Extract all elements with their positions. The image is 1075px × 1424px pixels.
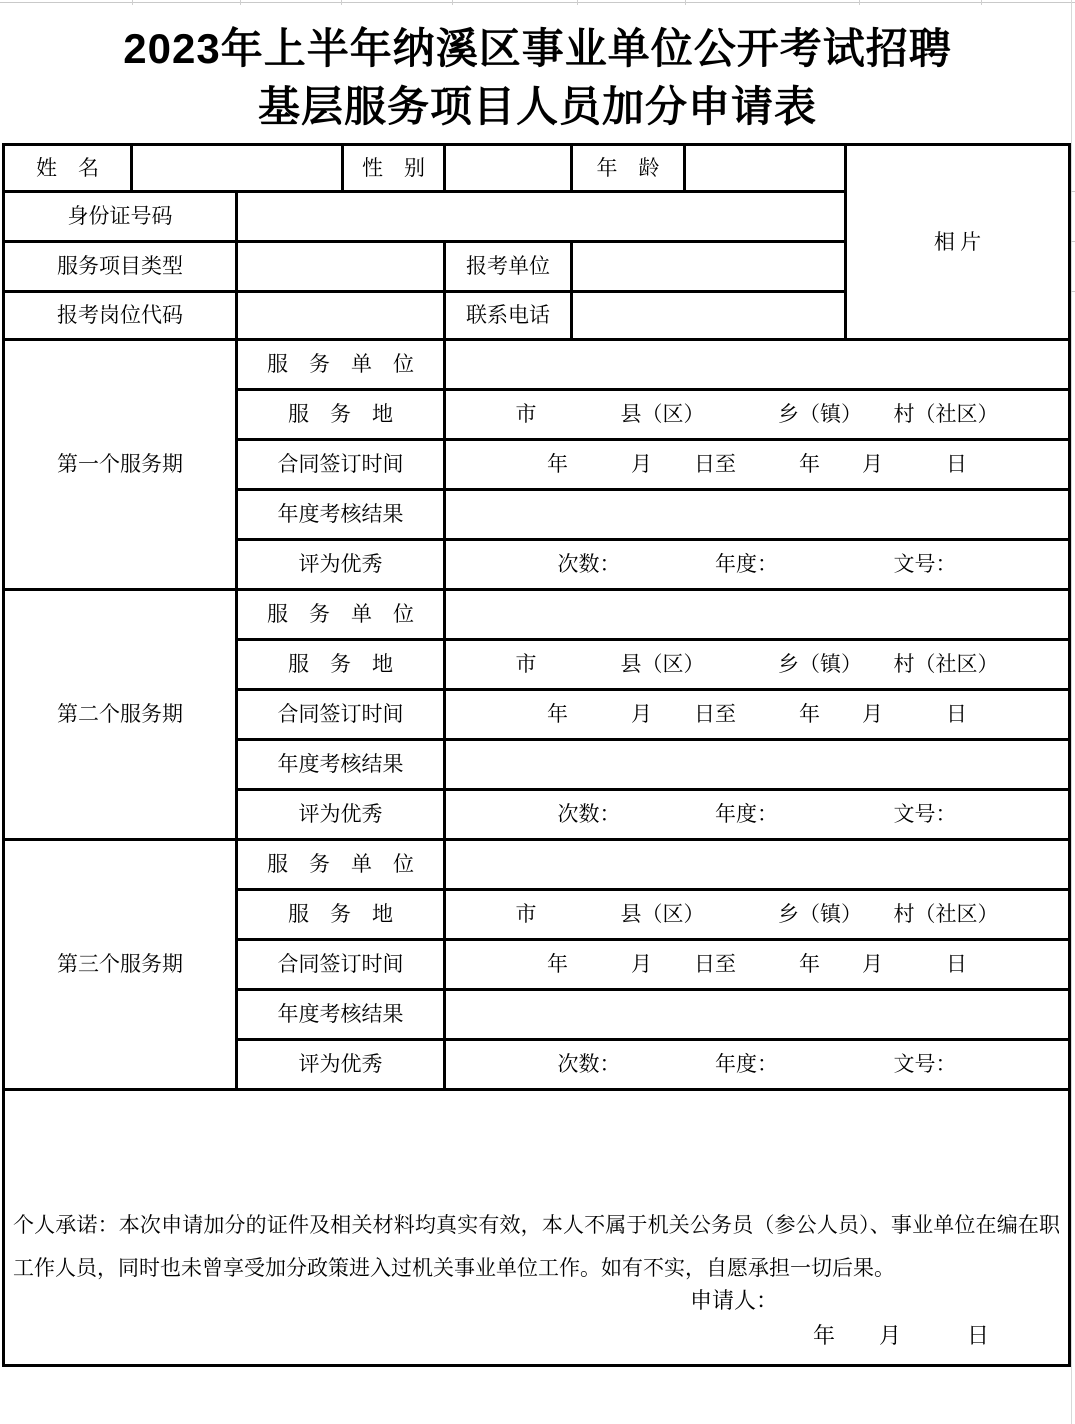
service-unit-input-cell[interactable] bbox=[445, 590, 1070, 640]
form-title-line1: 2023年上半年纳溪区事业单位公开考试招聘 bbox=[123, 25, 952, 72]
position-code-input-cell[interactable] bbox=[237, 292, 445, 340]
position-code-label: 报考岗位代码 bbox=[4, 292, 237, 340]
contract-time-label: 合同签订时间 bbox=[237, 440, 445, 490]
age-label: 年 龄 bbox=[572, 145, 685, 192]
rated-excellent-label: 评为优秀 bbox=[237, 790, 445, 840]
spreadsheet-gridline-right bbox=[1071, 0, 1072, 1424]
contract-time-input-cell[interactable]: 年 月 日至 年 月 日 bbox=[445, 690, 1070, 740]
name-input-cell[interactable] bbox=[132, 145, 343, 192]
service-place-input-cell[interactable]: 市 县（区） 乡（镇） 村（社区） bbox=[445, 890, 1070, 940]
personal-pledge-text: 个人承诺：本次申请加分的证件及相关材料均真实有效，本人不属于机关公务员（参公人员）、事业单位在编在职工作人员，同时也未曾享受加分政策进入过机关事业单位工作。如有不实，自愿承担一切后果。 bbox=[13, 1212, 1060, 1280]
gender-input-cell[interactable] bbox=[445, 145, 572, 192]
spreadsheet-gridline-tick bbox=[341, 0, 342, 5]
service-unit-input-cell[interactable] bbox=[445, 340, 1070, 390]
contract-time-input-cell[interactable]: 年 月 日至 年 月 日 bbox=[445, 940, 1070, 990]
annual-assessment-input-cell[interactable] bbox=[445, 490, 1070, 540]
service-project-type-label: 服务项目类型 bbox=[4, 242, 237, 292]
apply-unit-label: 报考单位 bbox=[445, 242, 572, 292]
contact-phone-label: 联系电话 bbox=[445, 292, 572, 340]
rated-excellent-label: 评为优秀 bbox=[237, 540, 445, 590]
gender-label: 性 别 bbox=[343, 145, 445, 192]
service-unit-label: 服 务 单 位 bbox=[237, 840, 445, 890]
spreadsheet-gridline-tick bbox=[981, 0, 982, 5]
service-period-3-label: 第三个服务期 bbox=[4, 840, 237, 1090]
form-title bbox=[0, 20, 1075, 136]
contract-time-input-cell[interactable]: 年 月 日至 年 月 日 bbox=[445, 440, 1070, 490]
apply-unit-input-cell[interactable] bbox=[572, 242, 846, 292]
spreadsheet-gridline-tick bbox=[452, 0, 453, 5]
rated-excellent-input-cell[interactable]: 次数： 年度： 文号： bbox=[445, 540, 1070, 590]
spreadsheet-gridline-top bbox=[0, 2, 1075, 3]
service-period-1-label: 第一个服务期 bbox=[4, 340, 237, 590]
service-place-label: 服 务 地 bbox=[237, 890, 445, 940]
photo-cell: 相 片 bbox=[846, 145, 1070, 340]
service-place-label: 服 务 地 bbox=[237, 390, 445, 440]
form-title-line2: 基层服务项目人员加分申请表 bbox=[257, 83, 817, 130]
service-place-input-cell[interactable]: 市 县（区） 乡（镇） 村（社区） bbox=[445, 390, 1070, 440]
annual-assessment-input-cell[interactable] bbox=[445, 990, 1070, 1040]
id-number-input-cell[interactable] bbox=[237, 192, 846, 242]
service-place-input-cell[interactable]: 市 县（区） 乡（镇） 村（社区） bbox=[445, 640, 1070, 690]
rated-excellent-input-cell[interactable]: 次数： 年度： 文号： bbox=[445, 790, 1070, 840]
name-label: 姓 名 bbox=[4, 145, 132, 192]
pledge-cell bbox=[4, 1090, 1070, 1366]
service-unit-label: 服 务 单 位 bbox=[237, 340, 445, 390]
contract-time-label: 合同签订时间 bbox=[237, 940, 445, 990]
spreadsheet-gridline-tick bbox=[132, 0, 133, 5]
rated-excellent-label: 评为优秀 bbox=[237, 1040, 445, 1090]
service-period-2-label: 第二个服务期 bbox=[4, 590, 237, 840]
id-number-label: 身份证号码 bbox=[4, 192, 237, 242]
applicant-signature-label: 申请人： bbox=[690, 1288, 779, 1313]
contract-time-label: 合同签订时间 bbox=[237, 690, 445, 740]
service-unit-label: 服 务 单 位 bbox=[237, 590, 445, 640]
signature-date-line: 年 月 日 bbox=[813, 1323, 990, 1348]
annual-assessment-label: 年度考核结果 bbox=[237, 740, 445, 790]
age-input-cell[interactable] bbox=[685, 145, 846, 192]
service-place-label: 服 务 地 bbox=[237, 640, 445, 690]
annual-assessment-label: 年度考核结果 bbox=[237, 990, 445, 1040]
application-form-table bbox=[2, 143, 1071, 1367]
service-unit-input-cell[interactable] bbox=[445, 840, 1070, 890]
service-project-type-input-cell[interactable] bbox=[237, 242, 445, 292]
spreadsheet-gridline-tick bbox=[859, 0, 860, 5]
spreadsheet-gridline-tick bbox=[577, 0, 578, 5]
rated-excellent-input-cell[interactable]: 次数： 年度： 文号： bbox=[445, 1040, 1070, 1090]
annual-assessment-label: 年度考核结果 bbox=[237, 490, 445, 540]
contact-phone-input-cell[interactable] bbox=[572, 292, 846, 340]
spreadsheet-gridline-tick bbox=[240, 0, 241, 5]
spreadsheet-gridline-tick bbox=[685, 0, 686, 5]
annual-assessment-input-cell[interactable] bbox=[445, 740, 1070, 790]
